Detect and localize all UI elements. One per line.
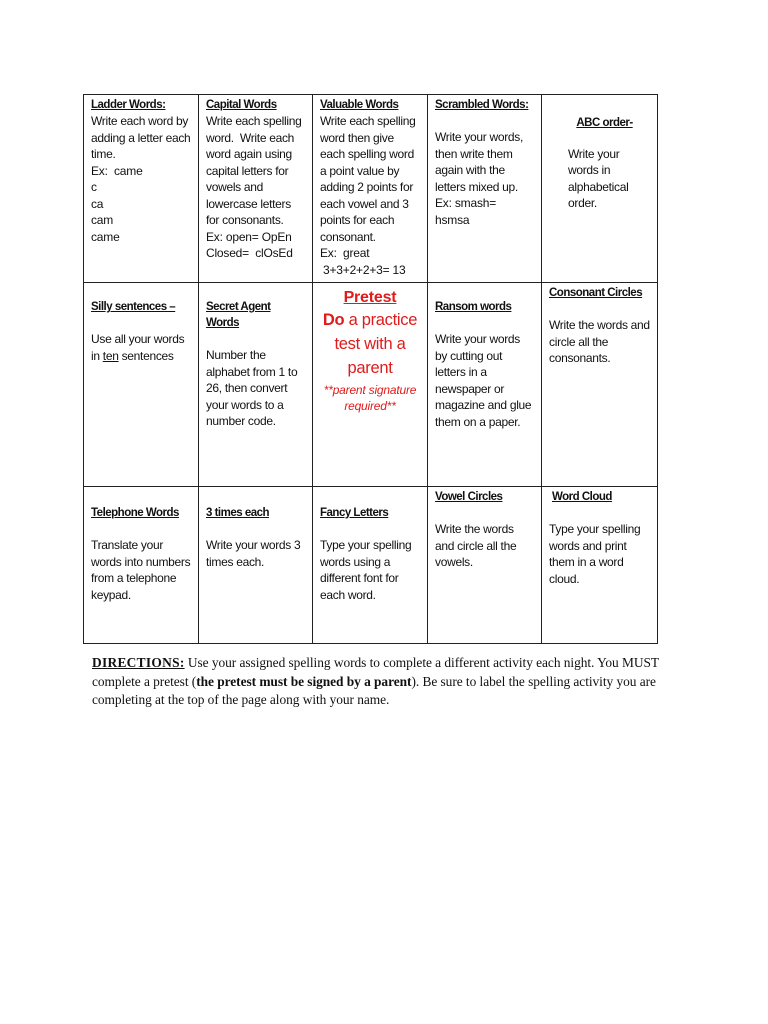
consonant-circles-title: Consonant Circles: [549, 287, 643, 299]
cell-pretest: [313, 283, 428, 487]
cell-three-times-each: [199, 487, 313, 644]
valuable-words-description: Write each spelling word then give each spelling word a point value by adding 2 points for each vowel and 3 points for each consonant.: [320, 114, 419, 244]
capital-words-example-2: Closed= clOsEd: [206, 246, 293, 260]
cell-telephone-words: [84, 487, 199, 644]
secret-agent-title-line-1: Secret Agent: [206, 301, 271, 313]
ladder-words-example-2: c: [91, 180, 97, 194]
ransom-words-description: Write your words by cutting out letters in a newspaper or magazine and glue them on a paper.: [435, 332, 535, 429]
cell-capital-words: [199, 95, 313, 283]
cell-valuable-words: [313, 95, 428, 283]
directions-text-1: Use your assigned spelling words to complete a different activity each night. You MUST complete a pretest (: [92, 655, 659, 689]
valuable-words-example-1: Ex: great: [320, 246, 370, 260]
word-cloud-title: Word Cloud: [552, 491, 612, 503]
abc-order-title: ABC order-: [576, 117, 633, 129]
telephone-words-description: Translate your words into numbers from a telephone keypad.: [91, 538, 194, 602]
board-row-3: [84, 487, 658, 644]
cell-vowel-circles: [428, 487, 542, 644]
abc-order-description: Write your words in alphabetical order.: [568, 146, 632, 210]
directions-text-2: ). Be sure to label the spelling activity you are completing at the top of the page along with your name.: [92, 673, 656, 707]
three-times-each-description: Write your words 3 times each.: [206, 538, 304, 569]
valuable-words-example-2: 3+3+2+2+3= 13: [323, 262, 406, 277]
silly-sentences-description: Use all your words in ten sentences: [91, 332, 188, 363]
ladder-words-example-3: ca: [91, 196, 104, 211]
fancy-letters-title: Fancy Letters: [320, 507, 389, 519]
scrambled-words-description: Write your words, then write them again with the letters mixed up.: [435, 130, 527, 194]
scrambled-words-title: Scrambled Words:: [435, 99, 529, 111]
directions-bold-text: the pretest must be signed by a parent: [196, 673, 412, 689]
cell-ransom-words: [428, 283, 542, 487]
ladder-words-example-5: came: [91, 229, 120, 244]
vowel-circles-title: Vowel Circles: [435, 491, 503, 503]
capital-words-description: Write each spelling word. Write each word again using capital letters for vowels and lowercase letters for consonants.: [206, 114, 305, 227]
consonant-circles-description: Write the words and circle all the consonants.: [549, 318, 653, 365]
cell-scrambled-words: [428, 95, 542, 283]
word-cloud-description: Type your spelling words and print them in a word cloud.: [549, 522, 644, 586]
silly-sentences-title: Silly sentences –: [91, 301, 176, 313]
pretest-title: Pretest: [343, 289, 397, 306]
valuable-words-title: Valuable Words: [320, 99, 399, 111]
capital-words-title: Capital Words: [206, 99, 277, 111]
pretest-description: Do a practice test with a parent: [322, 311, 418, 377]
secret-agent-title-line-2: Words: [206, 317, 240, 329]
telephone-words-title: Telephone Words: [91, 507, 179, 519]
fancy-letters-description: Type your spelling words using a different font for each word.: [320, 538, 415, 602]
secret-agent-description: Number the alphabet from 1 to 26, then convert your words to a number code.: [206, 348, 301, 428]
board-row-2: [84, 283, 658, 487]
cell-abc-order: [542, 95, 658, 283]
spelling-choice-board: [83, 94, 658, 644]
vowel-circles-description: Write the words and circle all the vowels.: [435, 522, 520, 569]
ladder-words-title: Ladder Words:: [91, 99, 166, 111]
ladder-words-example-1: Ex: came: [91, 163, 143, 178]
cell-consonant-circles: [542, 283, 658, 487]
capital-words-example-1: Ex: open= OpEn: [206, 229, 292, 244]
cell-secret-agent-words: [199, 283, 313, 487]
directions-label: DIRECTIONS:: [92, 655, 185, 670]
ladder-words-description: Write each word by adding a letter each time.: [91, 114, 194, 161]
ladder-words-example-4: cam: [91, 213, 114, 227]
directions-paragraph: [92, 654, 672, 710]
cell-ladder-words: [84, 95, 199, 283]
scrambled-words-example: Ex: smash= hsmsa: [435, 196, 503, 227]
ransom-words-title: Ransom words: [435, 301, 512, 313]
cell-silly-sentences: [84, 283, 199, 487]
pretest-note: **parent signature required**: [323, 383, 417, 413]
cell-fancy-letters: [313, 487, 428, 644]
three-times-each-title: 3 times each: [206, 507, 270, 519]
cell-word-cloud: [542, 487, 658, 644]
board-row-1: [84, 95, 658, 283]
